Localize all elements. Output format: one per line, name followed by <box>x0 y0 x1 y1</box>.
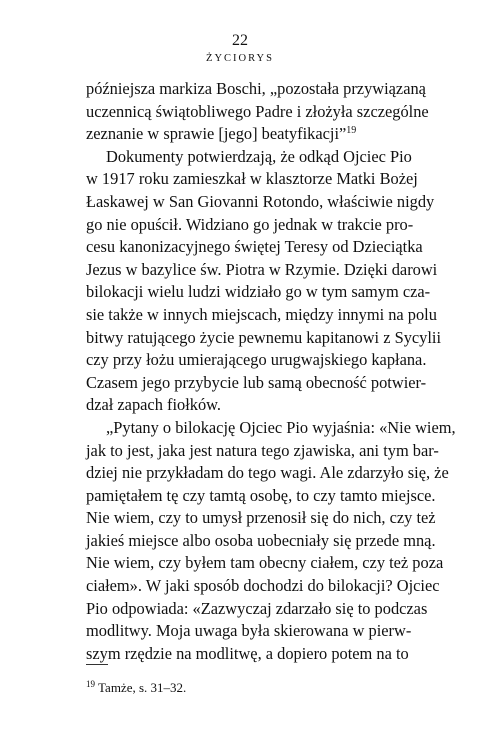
text-line <box>86 304 437 327</box>
running-head: ŻYCIORYS <box>206 53 274 64</box>
footnote-reference: 19 <box>346 125 357 137</box>
text-line <box>86 552 444 575</box>
text-line-content: Nie wiem, czy to umysł przenosił się do nich, czy też <box>86 508 436 528</box>
text-line-content: Pio odpowiada: «Zazwyczaj zdarzało się to podczas <box>86 598 428 618</box>
text-line <box>86 394 404 417</box>
text-line-content: go nie opuścił. Widziano go jednak w trakcie pro- <box>86 214 414 234</box>
text-line-content: szym rzędzie na modlitwę, a dopiero potem na to <box>86 643 409 663</box>
text-line-content: w 1917 roku zamieszkał w klasztorze Matki Bożej <box>86 169 418 189</box>
text-line <box>86 327 442 350</box>
text-line <box>86 507 436 530</box>
text-line-content: jakieś miejsce albo osoba uobecniały się przede mną. <box>86 530 436 550</box>
text-line <box>86 146 412 169</box>
text-line <box>86 123 404 146</box>
text-line <box>86 440 439 463</box>
text-line <box>86 575 440 598</box>
text-line <box>86 417 456 440</box>
text-line <box>86 191 435 214</box>
footnote-rule <box>86 664 108 665</box>
text-line-content: uczennicą świątobliwego Padre i złożyła szczególne <box>86 101 429 121</box>
text-line-content: pamiętałem tę czy tamtą osobę, to czy tamto miejsce. <box>86 485 436 505</box>
text-line <box>86 598 428 621</box>
text-line-content: zeznanie w sprawie [jego] beatyfikacji” <box>86 124 347 144</box>
text-line-content: sie także w innych miejscach, między innymi na polu <box>86 304 437 324</box>
text-line-content: bilokacji wielu ludzi widziało go w tym samym cza- <box>86 282 431 302</box>
text-line <box>86 620 412 643</box>
text-line-content: ciałem». W jaki sposób dochodzi do bilokacji? Ojciec <box>86 576 440 596</box>
page-number: 22 <box>232 32 248 49</box>
text-line-content: jak to jest, jaka jest natura tego zjawiska, ani tym bar- <box>86 440 439 460</box>
text-line <box>86 259 438 282</box>
body-text <box>86 78 456 665</box>
text-line <box>86 462 449 485</box>
text-line <box>86 530 436 553</box>
text-line-content: „Pytany o bilokację Ojciec Pio wyjaśnia: «Nie wiem, <box>106 417 456 437</box>
text-line <box>86 78 426 101</box>
text-line-content: czy przy łożu umierającego urugwajskiego kapłana. <box>86 350 427 370</box>
text-line <box>86 643 409 666</box>
text-line-content: Dokumenty potwierdzają, że odkąd Ojciec Pio <box>106 146 412 166</box>
text-line-content: dzał zapach fiołków. <box>86 395 222 415</box>
text-line-content: dziej nie przykładam do tego wagi. Ale zdarzyło się, że <box>86 463 449 483</box>
footnote-number: 19 <box>86 679 95 689</box>
text-line <box>86 214 414 237</box>
footnote-text: Tamże, s. 31–32. <box>98 680 187 695</box>
text-line-content: Jezus w bazylice św. Piotra w Rzymie. Dzięki darowi <box>86 259 438 279</box>
footnote <box>86 680 404 696</box>
text-line-content: cesu kanonizacyjnego świętej Teresy od Dzieciątka <box>86 237 423 257</box>
text-line <box>86 349 427 372</box>
text-line <box>86 168 418 191</box>
text-line-content: Łaskawej w San Giovanni Rotondo, właściwie nigdy <box>86 191 435 211</box>
text-line-content: późniejsza markiza Boschi, „pozostała przywiązaną <box>86 79 426 98</box>
text-line <box>86 485 436 508</box>
text-line <box>86 236 423 259</box>
text-line-content: modlitwy. Moja uwaga była skierowana w pierw- <box>86 621 412 641</box>
text-line-content: Czasem jego przybycie lub samą obecność potwier- <box>86 372 427 392</box>
text-line <box>86 372 427 395</box>
text-line <box>86 101 429 124</box>
text-line <box>86 281 431 304</box>
text-line-content: bitwy ratującego życie pewnemu kapitanowi z Sycylii <box>86 327 442 347</box>
text-line-content: Nie wiem, czy byłem tam obecny ciałem, czy też poza <box>86 553 444 573</box>
